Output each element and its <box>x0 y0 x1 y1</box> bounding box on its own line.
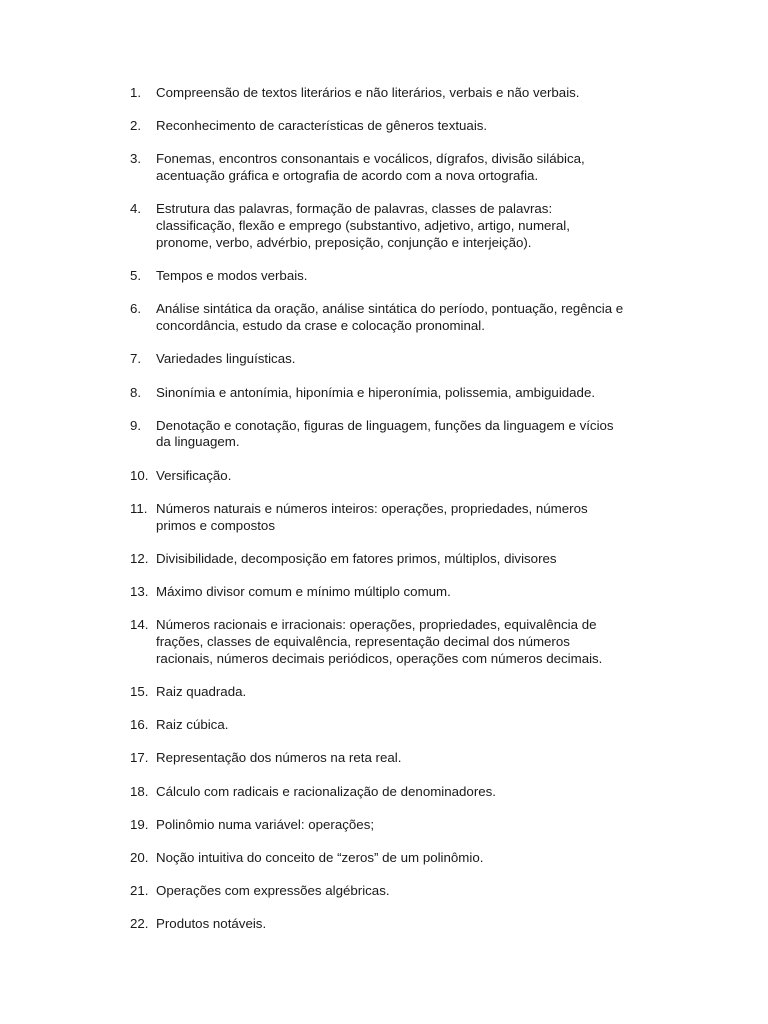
list-item-number: 15. <box>130 684 149 699</box>
list-item-number: 3. <box>130 151 142 167</box>
list-item <box>130 201 670 251</box>
list-item-line: Divisibilidade, decomposição em fatores primos, múltiplos, divisores <box>156 550 557 566</box>
list-item-number: 5. <box>130 268 142 284</box>
list-item-text <box>156 351 670 368</box>
list-item-text <box>156 883 670 900</box>
list-item-number: 2. <box>130 118 142 134</box>
list-item-line: Variedades linguísticas. <box>156 351 296 367</box>
list-item-number: 17. <box>130 750 149 766</box>
list-item-line: Máximo divisor comum e mínimo múltiplo comum. <box>156 584 451 600</box>
list-item-line: Números naturais e números inteiros: operações, propriedades, números <box>156 500 588 516</box>
list-item-line: Operações com expressões algébricas. <box>156 883 390 899</box>
list-item-number: 16. <box>130 717 149 733</box>
list-item-text <box>156 817 670 834</box>
list-item-text <box>156 201 670 251</box>
list-item-number: 13. <box>130 584 149 600</box>
list-item-number: 6. <box>130 301 142 317</box>
list-item-line: Raiz cúbica. <box>156 717 229 733</box>
list-item-line: Estrutura das palavras, formação de palavras, classes de palavras: <box>156 201 553 217</box>
list-item-text <box>156 385 670 402</box>
list-item <box>130 501 670 535</box>
list-item <box>130 385 670 402</box>
list-item-line: racionais, números decimais periódicos, operações com números decimais. <box>156 650 603 666</box>
list-item-text <box>156 916 670 933</box>
list-item-number: 22. <box>130 916 149 932</box>
list-item-number: 14. <box>130 617 149 633</box>
list-item <box>130 468 670 485</box>
list-item <box>130 118 670 135</box>
list-item-line: Reconhecimento de características de gêneros textuais. <box>156 118 488 134</box>
list-item-line: da linguagem. <box>156 434 240 450</box>
list-item-line: Números racionais e irracionais: operações, propriedades, equivalência de <box>156 617 597 633</box>
list-item <box>130 268 670 285</box>
list-item <box>130 551 670 568</box>
list-item <box>130 850 670 867</box>
list-item-number: 10. <box>130 467 149 483</box>
list-item <box>130 418 670 452</box>
list-item-line: Denotação e conotação, figuras de linguagem, funções da linguagem e vícios <box>156 417 614 433</box>
list-item-number: 4. <box>130 201 142 217</box>
list-item <box>130 617 670 667</box>
list-item <box>130 883 670 900</box>
list-item <box>130 301 670 335</box>
list-item-number: 20. <box>130 849 149 865</box>
list-item-text <box>156 750 670 767</box>
list-item-line: concordância, estudo da crase e colocação pronominal. <box>156 318 485 334</box>
list-item-text <box>156 268 670 285</box>
list-item-text <box>156 418 670 452</box>
list-item-line: Tempos e modos verbais. <box>156 268 308 284</box>
list-item-line: Fonemas, encontros consonantais e vocálicos, dígrafos, divisão silábica, <box>156 151 585 167</box>
list-item <box>130 817 670 834</box>
list-item-line: Compreensão de textos literários e não literários, verbais e não verbais. <box>156 85 580 100</box>
list-item-text <box>156 717 670 734</box>
list-item-number: 1. <box>130 85 142 100</box>
list-item-text <box>156 584 670 601</box>
list-item-number: 19. <box>130 816 149 832</box>
list-item-line: Cálculo com radicais e racionalização de denominadores. <box>156 783 496 799</box>
list-item-line: Representação dos números na reta real. <box>156 750 402 766</box>
list-item-number: 18. <box>130 783 149 799</box>
topic-list <box>130 85 670 950</box>
list-item-text <box>156 501 670 535</box>
list-item <box>130 584 670 601</box>
list-item-line: Análise sintática da oração, análise sintática do período, pontuação, regência e <box>156 301 624 317</box>
list-item-text <box>156 85 670 102</box>
list-item-text <box>156 151 670 185</box>
list-item-number: 21. <box>130 883 149 899</box>
list-item <box>130 717 670 734</box>
list-item-number: 12. <box>130 550 149 566</box>
list-item-line: Versificação. <box>156 467 232 483</box>
list-item-text <box>156 784 670 801</box>
list-item-text <box>156 301 670 335</box>
list-item-line: Noção intuitiva do conceito de “zeros” de um polinômio. <box>156 849 484 865</box>
list-item-line: acentuação gráfica e ortografia de acordo com a nova ortografia. <box>156 168 539 184</box>
list-item-text <box>156 617 670 667</box>
list-item <box>130 916 670 933</box>
list-item-line: Produtos notáveis. <box>156 916 267 932</box>
list-item-line: Sinonímia e antonímia, hiponímia e hiperonímia, polissemia, ambiguidade. <box>156 384 596 400</box>
list-item-line: pronome, verbo, advérbio, preposição, conjunção e interjeição). <box>156 234 532 250</box>
list-item-number: 7. <box>130 351 142 367</box>
list-item-text <box>156 551 670 568</box>
list-item <box>130 784 670 801</box>
list-item-text <box>156 684 670 701</box>
list-item <box>130 351 670 368</box>
list-item <box>130 684 670 701</box>
list-item-line: Raiz quadrada. <box>156 684 247 699</box>
list-item-number: 9. <box>130 417 142 433</box>
list-item-number: 11. <box>130 500 148 516</box>
list-item-line: Polinômio numa variável: operações; <box>156 816 375 832</box>
list-item-number: 8. <box>130 384 142 400</box>
list-item-text <box>156 468 670 485</box>
list-item <box>130 151 670 185</box>
list-item <box>130 750 670 767</box>
list-item-line: classificação, flexão e emprego (substantivo, adjetivo, artigo, numeral, <box>156 218 570 234</box>
list-item-line: primos e compostos <box>156 517 275 533</box>
list-item-text <box>156 850 670 867</box>
list-item-line: frações, classes de equivalência, representação decimal dos números <box>156 634 570 650</box>
list-item-text <box>156 118 670 135</box>
list-item <box>130 85 670 102</box>
